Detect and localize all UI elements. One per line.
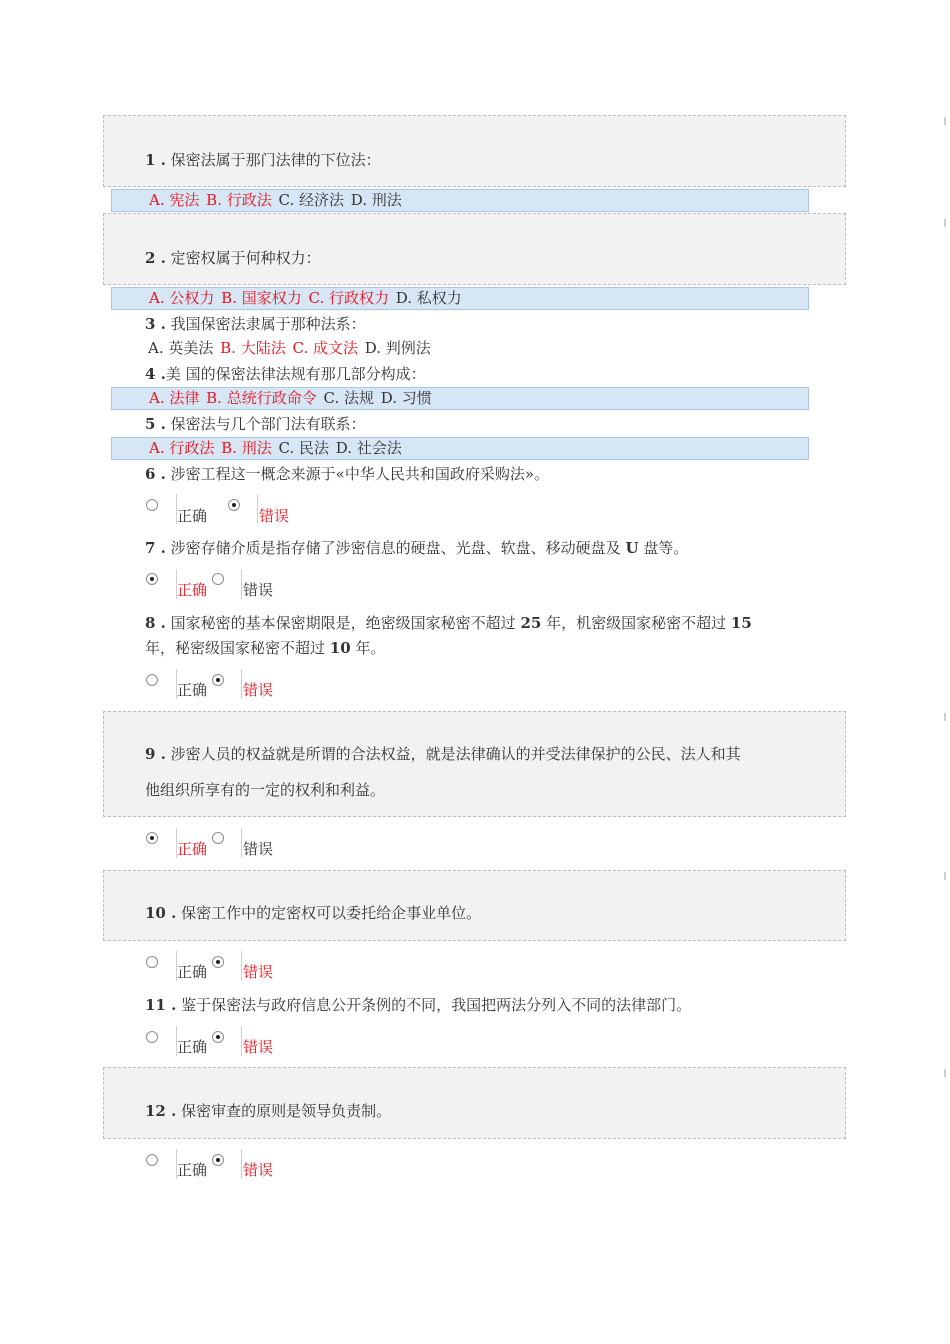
edge-mark [944,219,946,227]
option-c[interactable]: C. 民法 [278,439,329,457]
option-a[interactable]: A. 行政法 [149,439,215,457]
answer-options [111,287,809,310]
answer-options [111,437,809,460]
question-1 [145,150,381,170]
option-c[interactable]: C. 成文法 [292,339,358,357]
question-9-line2 [145,780,385,800]
option-b[interactable]: B. 总统行政命令 [206,389,317,407]
question-text: 涉密存储介质是指存储了涉密信息的硬盘、光盘、软盘、移动硬盘及 [170,539,621,557]
option-d[interactable]: D. 判例法 [364,339,431,357]
option-b[interactable]: B. 行政法 [206,191,272,209]
question-6 [145,464,549,484]
option-d[interactable]: D. 习惯 [380,389,432,407]
divider [241,569,242,599]
option-b[interactable]: B. 刑法 [221,439,272,457]
divider [241,1149,242,1179]
edge-mark [944,117,946,125]
question-7 [145,538,688,558]
radio-false[interactable] [212,573,224,585]
question-text: 涉密人员的权益就是所谓的合法权益，就是法律确认的并受法律保护的公民、法人和其 [170,745,741,763]
question-box [103,711,846,817]
label-false: 错误 [243,1161,274,1179]
question-8 [145,613,752,633]
radio-true[interactable] [146,573,158,585]
question-text: 鉴于保密法与政府信息公开条例的不同，我国把两法分列入不同的法律部门。 [181,996,692,1014]
option-d[interactable]: D. 社会法 [335,439,402,457]
option-c[interactable]: C. 法规 [323,389,374,407]
answer-options [111,189,809,212]
edge-mark [944,872,946,880]
option-c[interactable]: C. 行政权力 [308,289,389,307]
question-number: 9 . [145,745,166,763]
option-a[interactable]: A. 宪法 [149,191,200,209]
label-true: 正确 [177,1161,208,1179]
question-number: 8 . [145,614,166,632]
question-number: 6 . [145,465,166,483]
question-2 [145,248,321,268]
divider [241,669,242,699]
label-false: 错误 [243,681,274,699]
question-number: 1 . [145,151,166,169]
question-number: 3 . [145,315,166,333]
question-5 [145,414,366,434]
radio-true[interactable] [146,956,158,968]
question-text: 保密法属于那门法律的下位法： [170,151,381,169]
label-true: 正确 [177,507,208,525]
option-d[interactable]: D. 私权力 [395,289,462,307]
label-true: 正确 [177,1038,208,1056]
radio-false[interactable] [212,674,224,686]
question-9 [145,744,741,764]
number-15: 15 [730,614,752,632]
label-false: 错误 [243,963,274,981]
radio-true[interactable] [146,674,158,686]
question-number: 4 . [145,365,166,383]
question-number: 10 . [145,904,177,922]
option-b[interactable]: B. 大陆法 [220,339,286,357]
question-text: 国家秘密的基本保密期限是，绝密级国家秘密不超过 [170,614,516,632]
question-text: 定密权属于何种权力： [170,249,321,267]
question-12 [145,1101,391,1121]
label-false: 错误 [259,507,290,525]
question-number: 2 . [145,249,166,267]
question-text: 我国保密法隶属于那种法系： [170,315,366,333]
question-11 [145,995,691,1015]
option-a[interactable]: A. 法律 [149,389,200,407]
question-text: 保密审查的原则是领导负责制。 [181,1102,392,1120]
option-a[interactable]: A. 英美法 [148,339,214,357]
divider [241,951,242,981]
radio-false[interactable] [212,1154,224,1166]
radio-false[interactable] [228,499,240,511]
option-d[interactable]: D. 刑法 [350,191,402,209]
radio-true[interactable] [146,1154,158,1166]
question-4 [145,364,426,384]
radio-true[interactable] [146,1031,158,1043]
question-text: 盘等。 [643,539,689,557]
question-text: 年，秘密级国家秘密不超过 [145,639,326,657]
question-text: 美 国的保密法律法规有那几部分构成： [165,365,426,383]
question-8-line2 [145,638,385,658]
option-c[interactable]: C. 经济法 [278,191,344,209]
question-text: 他组织所享有的一定的权利和利益。 [145,781,386,799]
radio-true[interactable] [146,499,158,511]
answer-options [111,338,809,361]
divider [241,828,242,858]
question-text: 保密工作中的定密权可以委托给企事业单位。 [181,904,482,922]
radio-false[interactable] [212,832,224,844]
answer-options [111,387,809,410]
question-number: 12 . [145,1102,177,1120]
label-false: 错误 [243,840,274,858]
label-true: 正确 [177,581,208,599]
radio-false[interactable] [212,956,224,968]
question-number: 7 . [145,539,166,557]
edge-mark [944,713,946,721]
question-text: 年。 [355,639,386,657]
question-text-bold: U [625,539,639,557]
question-number: 5 . [145,415,166,433]
edge-mark [944,1069,946,1077]
label-true: 正确 [177,681,208,699]
number-25: 25 [520,614,542,632]
question-10 [145,903,481,923]
question-3 [145,314,366,334]
label-false: 错误 [243,581,274,599]
divider [257,494,258,524]
radio-true[interactable] [146,832,158,844]
question-text: 保密法与几个部门法有联系： [170,415,366,433]
question-number: 11 . [145,996,177,1014]
label-true: 正确 [177,840,208,858]
question-text: 年，机密级国家秘密不超过 [546,614,727,632]
option-b[interactable]: B. 国家权力 [221,289,302,307]
option-a[interactable]: A. 公权力 [149,289,215,307]
question-text: 涉密工程这一概念来源于«中华人民共和国政府采购法»。 [170,465,550,483]
label-true: 正确 [177,963,208,981]
number-10: 10 [329,639,351,657]
radio-false[interactable] [212,1031,224,1043]
divider [241,1026,242,1056]
label-false: 错误 [243,1038,274,1056]
